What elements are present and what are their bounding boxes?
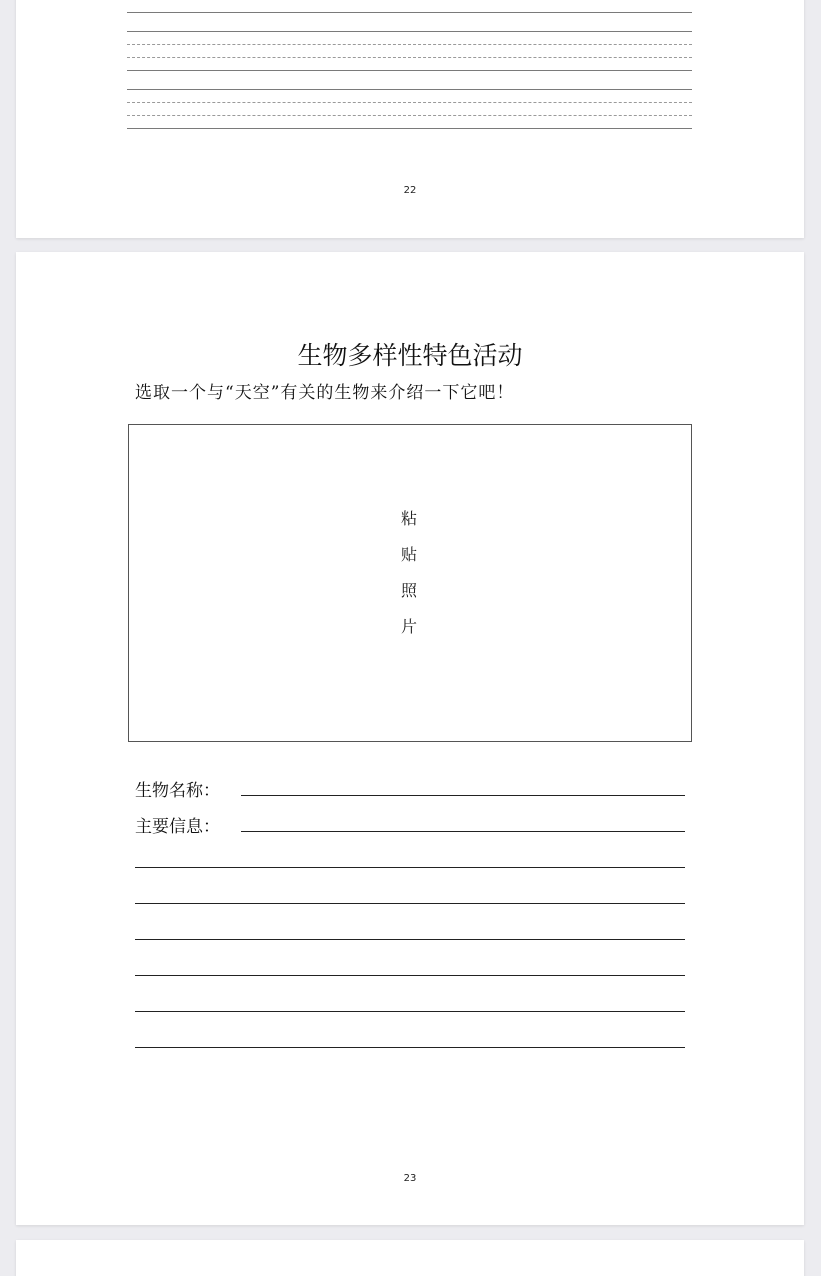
guide-line-dashed — [127, 102, 692, 103]
page-24 — [16, 1240, 804, 1276]
writing-line — [135, 1047, 685, 1048]
photo-paste-label — [391, 501, 427, 645]
writing-line — [135, 867, 685, 868]
photo-label-char: 粘 — [400, 509, 417, 528]
writing-line — [135, 939, 685, 940]
photo-label-char: 照 — [400, 581, 417, 600]
writing-line — [135, 1011, 685, 1012]
writing-line — [135, 903, 685, 904]
main-info-label: 主要信息： — [135, 817, 220, 837]
organism-name-label: 生物名称： — [135, 781, 220, 801]
guide-line-dashed — [127, 115, 692, 116]
activity-instruction: 选取一个与“天空”有关的生物来介绍一下它吧！ — [135, 383, 515, 403]
organism-name-line — [241, 795, 685, 796]
guide-line-solid — [127, 31, 692, 32]
guide-line-solid — [127, 70, 692, 71]
photo-label-char: 贴 — [400, 545, 417, 564]
guide-line-dashed — [127, 57, 692, 58]
page-22 — [16, 0, 804, 238]
guide-line-solid — [127, 128, 692, 129]
page-number: 23 — [403, 1173, 417, 1184]
guide-line-solid — [127, 89, 692, 90]
writing-line — [135, 975, 685, 976]
page-number: 22 — [403, 185, 417, 196]
guide-line-dashed — [127, 44, 692, 45]
page-23 — [16, 252, 804, 1225]
page-title: 生物多样性特色活动 — [297, 341, 523, 370]
guide-line-solid — [127, 12, 692, 13]
photo-paste-box — [128, 424, 692, 742]
photo-label-char: 片 — [400, 617, 417, 636]
main-info-line — [241, 831, 685, 832]
